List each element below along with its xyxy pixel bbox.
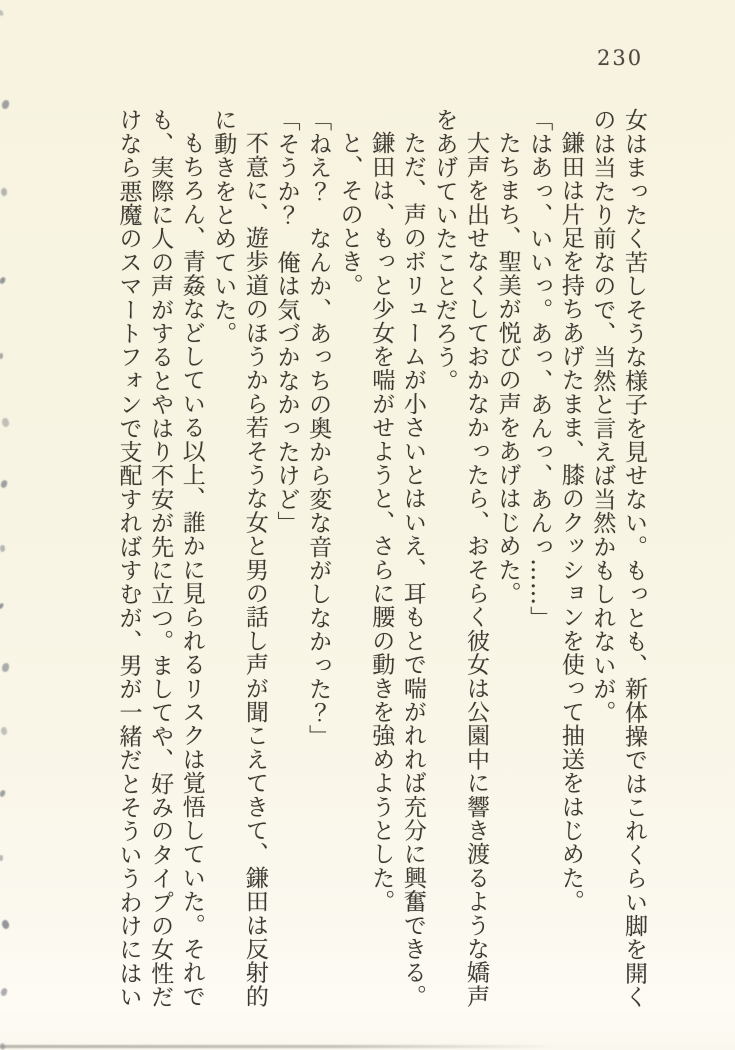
binding-edge-marks <box>0 0 14 1050</box>
binding-hole-mark <box>0 602 4 609</box>
text-paragraph: 「そうか？ 俺は気づかなかったけど」 <box>273 108 300 535</box>
page-number: 230 <box>597 46 644 70</box>
text-paragraph: 「はあっ、いいっ。あっ、あんっ、あんっ……」 <box>526 108 553 630</box>
binding-hole-mark <box>1 100 9 110</box>
text-paragraph: たちまち、聖美が悦びの声をあげはじめた。 <box>494 131 521 605</box>
text-paragraph: と、そのとき。 <box>336 131 363 297</box>
text-paragraph: 不意に、遊歩道のほうから若そうな女と男の話し声が聞こえてきて、鎌田は反射的に動きをとめていた。 <box>210 108 268 1008</box>
text-paragraph: 「ねえ？ なんか、あっちの奥から変な音がしなかった？」 <box>305 108 332 748</box>
binding-hole-mark <box>0 417 10 428</box>
text-paragraph: 鎌田は、もっと少女を喘がせようと、さらに腰の動きを強めようとした。 <box>368 131 395 914</box>
vertical-text-block <box>112 108 649 1011</box>
binding-hole-mark <box>0 1042 6 1050</box>
binding-hole-mark <box>0 9 4 16</box>
binding-hole-mark <box>0 855 3 861</box>
binding-hole-mark <box>0 545 6 553</box>
text-paragraph: 女はまったく苦しそうな様子を見せない。もっとも、新体操ではこれくらい脚を開くのは当たり前なので、当然と言えば当然かもしれないが。 <box>589 108 647 1009</box>
text-paragraph: もちろん、青姦などしている以上、誰かに見られるリスクは覚悟していた。それでも、実際に人の声がするとやはり不安が先に立つ。ましてや、好みのタイプの女性だけなら悪魔のスマートフォンで支配すればすむが、男が一緒だとそういうわけにはい <box>115 108 205 1009</box>
text-paragraph: ただ、声のボリュームが小さいとはいえ、耳もとで喘がれれば充分に興奮できる。 <box>399 131 426 1008</box>
text-paragraph: 大声を出せなくしておかなかったら、おそらく彼女は公園中に響き渡るような嬌声をあげていたことだろう。 <box>431 108 490 1008</box>
binding-hole-mark <box>0 919 10 930</box>
binding-hole-mark <box>0 479 8 488</box>
binding-hole-mark <box>0 276 6 284</box>
binding-hole-mark <box>0 726 8 736</box>
text-paragraph: 鎌田は片足を持ちあげたまま、膝のクッションを使って抽送をはじめた。 <box>557 131 584 914</box>
binding-hole-mark <box>2 663 9 672</box>
binding-hole-mark <box>0 988 7 997</box>
binding-hole-mark <box>0 353 3 359</box>
page-bottom-edge-shadow <box>0 1045 560 1048</box>
binding-hole-mark <box>0 187 8 196</box>
binding-hole-mark <box>0 789 6 797</box>
